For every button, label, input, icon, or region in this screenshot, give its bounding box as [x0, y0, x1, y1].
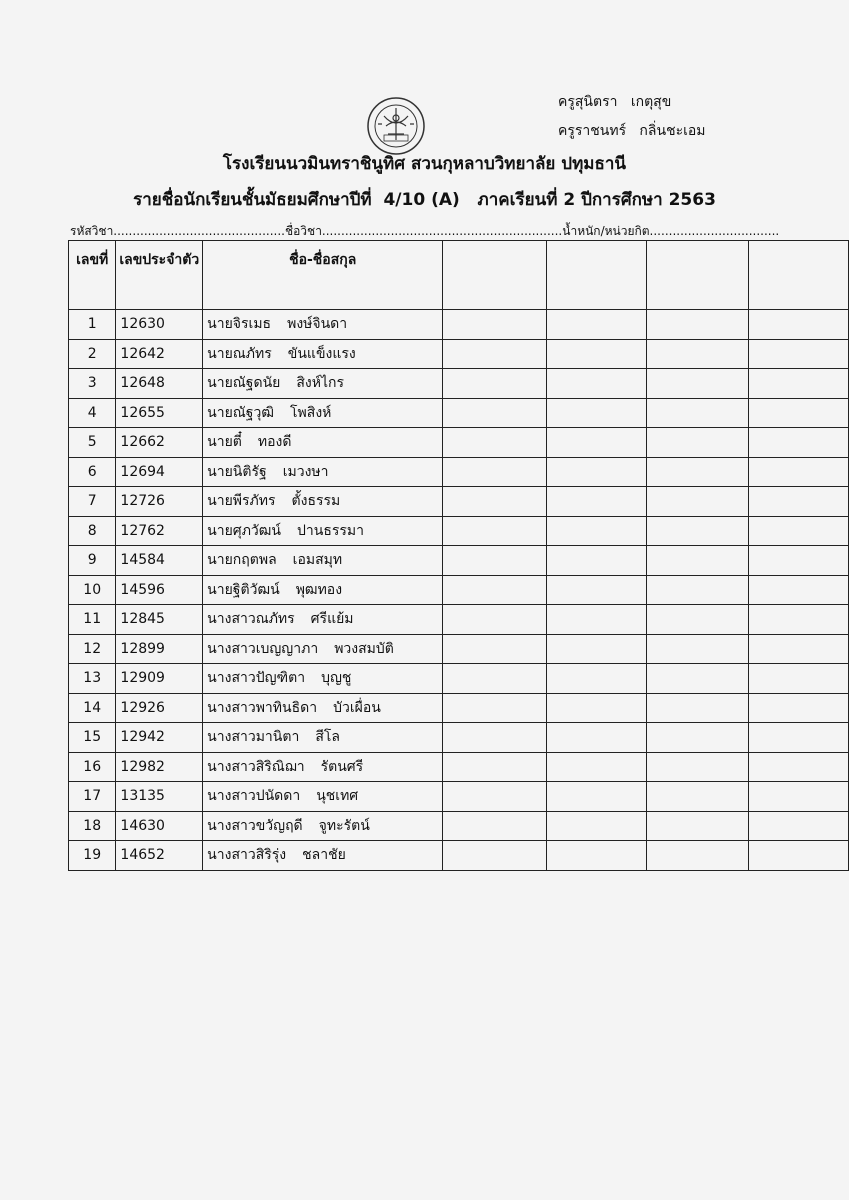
student-id: 12655 — [116, 398, 203, 428]
student-last-name: บัวเผื่อน — [333, 699, 381, 716]
table-row — [69, 369, 849, 399]
student-first-name: นางสาวณภัทร — [207, 611, 295, 628]
student-id: 12662 — [116, 428, 203, 458]
student-last-name: เอมสมุท — [292, 552, 343, 569]
row-number: 3 — [69, 369, 116, 399]
blank-score-cell — [748, 457, 848, 487]
row-number: 11 — [69, 605, 116, 635]
row-number: 6 — [69, 457, 116, 487]
student-last-name: พุฒทอง — [295, 581, 343, 598]
student-name — [203, 398, 443, 428]
subject-code-field: รหัสวิชา............................................. — [70, 224, 285, 238]
student-first-name: นายฐิติวัฒน์ — [207, 581, 280, 598]
table-row — [69, 546, 849, 576]
blank-score-cell — [647, 811, 749, 841]
blank-score-cell — [647, 487, 749, 517]
student-first-name: นายณัฐดนัย — [207, 375, 281, 392]
student-first-name: นายณภัทร — [207, 345, 272, 362]
blank-score-cell — [547, 428, 647, 458]
header-blank — [443, 241, 547, 310]
student-id: 14630 — [116, 811, 203, 841]
row-number: 17 — [69, 782, 116, 812]
student-id: 12845 — [116, 605, 203, 635]
blank-score-cell — [443, 339, 547, 369]
student-first-name: นางสาวสิริรุ่ง — [207, 847, 287, 864]
blank-score-cell — [647, 310, 749, 340]
subject-name-field: ชื่อวิชา............................................................... — [284, 224, 563, 238]
table-row — [69, 398, 849, 428]
header-blank — [748, 241, 848, 310]
blank-score-cell — [443, 457, 547, 487]
blank-score-cell — [547, 723, 647, 753]
student-first-name: นายพีรภัทร — [207, 493, 276, 510]
table-row — [69, 428, 849, 458]
student-id: 14652 — [116, 841, 203, 871]
student-first-name: นางสาวพาทินธิดา — [207, 699, 318, 716]
list-title: รายชื่อนักเรียนชั้นมัธยมศึกษาปีที่ 4/10 (A) ภาคเรียนที่ 2 ปีการศึกษา 2563 — [133, 190, 716, 210]
table-row — [69, 811, 849, 841]
blank-score-cell — [547, 752, 647, 782]
blank-score-cell — [443, 546, 547, 576]
student-id: 12762 — [116, 516, 203, 546]
row-number: 14 — [69, 693, 116, 723]
blank-score-cell — [647, 841, 749, 871]
student-last-name: ขันแข็งแรง — [287, 345, 356, 362]
student-id: 14596 — [116, 575, 203, 605]
row-number: 7 — [69, 487, 116, 517]
row-number: 8 — [69, 516, 116, 546]
student-name — [203, 841, 443, 871]
student-first-name: นางสาวเบญญาภา — [207, 640, 319, 657]
blank-score-cell — [748, 339, 848, 369]
student-roster-table — [68, 240, 849, 871]
table-row — [69, 516, 849, 546]
blank-score-cell — [748, 487, 848, 517]
blank-score-cell — [748, 398, 848, 428]
student-last-name: นุชเทศ — [316, 788, 359, 805]
student-last-name: พวงสมบัติ — [334, 640, 394, 657]
student-name — [203, 811, 443, 841]
blank-score-cell — [647, 782, 749, 812]
blank-score-cell — [443, 782, 547, 812]
student-name — [203, 339, 443, 369]
student-name — [203, 575, 443, 605]
blank-score-cell — [647, 516, 749, 546]
blank-score-cell — [748, 752, 848, 782]
blank-score-cell — [443, 575, 547, 605]
student-id: 12926 — [116, 693, 203, 723]
header-blank — [647, 241, 749, 310]
student-id: 12899 — [116, 634, 203, 664]
blank-score-cell — [547, 664, 647, 694]
blank-score-cell — [443, 811, 547, 841]
credit-field: น้ำหนัก/หน่วยกิต.................................. — [562, 224, 780, 238]
blank-score-cell — [443, 634, 547, 664]
header-blank — [547, 241, 647, 310]
blank-score-cell — [647, 398, 749, 428]
subject-fields — [70, 222, 780, 241]
row-number: 4 — [69, 398, 116, 428]
blank-score-cell — [547, 546, 647, 576]
blank-score-cell — [443, 752, 547, 782]
blank-score-cell — [547, 841, 647, 871]
teacher-names — [558, 88, 706, 146]
table-row — [69, 634, 849, 664]
blank-score-cell — [547, 369, 647, 399]
student-name — [203, 693, 443, 723]
student-id: 12642 — [116, 339, 203, 369]
blank-score-cell — [547, 398, 647, 428]
blank-score-cell — [748, 782, 848, 812]
blank-score-cell — [647, 546, 749, 576]
blank-score-cell — [547, 457, 647, 487]
blank-score-cell — [547, 811, 647, 841]
blank-score-cell — [647, 575, 749, 605]
student-name — [203, 634, 443, 664]
row-number: 5 — [69, 428, 116, 458]
table-row — [69, 605, 849, 635]
student-id: 14584 — [116, 546, 203, 576]
row-number: 2 — [69, 339, 116, 369]
blank-score-cell — [647, 693, 749, 723]
blank-score-cell — [748, 693, 848, 723]
blank-score-cell — [547, 339, 647, 369]
roster-body — [69, 310, 849, 871]
blank-score-cell — [547, 782, 647, 812]
row-number: 19 — [69, 841, 116, 871]
blank-score-cell — [547, 575, 647, 605]
school-seal-icon — [366, 96, 426, 156]
table-row — [69, 339, 849, 369]
blank-score-cell — [647, 369, 749, 399]
student-id: 12909 — [116, 664, 203, 694]
row-number: 12 — [69, 634, 116, 664]
student-name — [203, 752, 443, 782]
student-first-name: นายนิติรัฐ — [207, 463, 267, 480]
blank-score-cell — [647, 457, 749, 487]
student-name — [203, 457, 443, 487]
blank-score-cell — [748, 605, 848, 635]
blank-score-cell — [443, 605, 547, 635]
blank-score-cell — [547, 634, 647, 664]
blank-score-cell — [748, 723, 848, 753]
student-id: 12694 — [116, 457, 203, 487]
student-last-name: ศรีแย้ม — [310, 611, 354, 628]
student-last-name: โพสิงห์ — [290, 404, 332, 421]
blank-score-cell — [443, 664, 547, 694]
table-row — [69, 664, 849, 694]
student-last-name: พงษ์จินดา — [287, 316, 348, 333]
row-number: 1 — [69, 310, 116, 340]
blank-score-cell — [443, 369, 547, 399]
school-title: โรงเรียนนวมินทราชินูทิศ สวนกุหลาบวิทยาลัย ปทุมธานี — [222, 154, 627, 174]
student-first-name: นางสาวปนัดดา — [207, 788, 301, 805]
blank-score-cell — [443, 693, 547, 723]
header-student-id: เลขประจำตัว — [116, 241, 203, 310]
blank-score-cell — [443, 310, 547, 340]
table-header-row — [69, 241, 849, 310]
student-name — [203, 782, 443, 812]
student-id: 13135 — [116, 782, 203, 812]
blank-score-cell — [748, 516, 848, 546]
table-row — [69, 723, 849, 753]
blank-score-cell — [647, 634, 749, 664]
student-first-name: นายจิรเมธ — [207, 316, 272, 333]
student-last-name: จูทะรัตน์ — [318, 817, 370, 834]
table-row — [69, 457, 849, 487]
blank-score-cell — [748, 369, 848, 399]
student-name — [203, 605, 443, 635]
blank-score-cell — [647, 664, 749, 694]
student-name — [203, 428, 443, 458]
blank-score-cell — [748, 575, 848, 605]
blank-score-cell — [647, 339, 749, 369]
blank-score-cell — [547, 487, 647, 517]
student-first-name: นายกฤตพล — [207, 552, 277, 569]
row-number: 18 — [69, 811, 116, 841]
student-first-name: นายณัฐวุฒิ — [207, 404, 275, 421]
student-id: 12630 — [116, 310, 203, 340]
student-last-name: ปานธรรมา — [297, 522, 364, 539]
header-number: เลขที่ — [69, 241, 116, 310]
student-first-name: นายตี๋ — [207, 434, 242, 451]
student-name — [203, 723, 443, 753]
blank-score-cell — [443, 428, 547, 458]
student-last-name: ชลาชัย — [302, 847, 346, 864]
student-name — [203, 516, 443, 546]
table-row — [69, 487, 849, 517]
student-last-name: ตั้งธรรม — [291, 493, 341, 510]
blank-score-cell — [647, 605, 749, 635]
blank-score-cell — [547, 605, 647, 635]
blank-score-cell — [748, 634, 848, 664]
student-name — [203, 546, 443, 576]
student-name — [203, 664, 443, 694]
blank-score-cell — [443, 398, 547, 428]
student-id: 12942 — [116, 723, 203, 753]
blank-score-cell — [748, 841, 848, 871]
table-row — [69, 575, 849, 605]
blank-score-cell — [647, 723, 749, 753]
blank-score-cell — [547, 693, 647, 723]
student-name — [203, 369, 443, 399]
blank-score-cell — [547, 310, 647, 340]
blank-score-cell — [647, 752, 749, 782]
row-number: 9 — [69, 546, 116, 576]
table-row — [69, 693, 849, 723]
table-row — [69, 841, 849, 871]
student-last-name: สิงห์ไกร — [296, 375, 345, 392]
row-number: 13 — [69, 664, 116, 694]
student-name — [203, 310, 443, 340]
blank-score-cell — [647, 428, 749, 458]
blank-score-cell — [443, 487, 547, 517]
teacher-name: ครูราชนทร์ กลิ่นชะเอม — [558, 123, 706, 139]
header-full-name: ชื่อ-ชื่อสกุล — [203, 241, 443, 310]
blank-score-cell — [748, 310, 848, 340]
student-name — [203, 487, 443, 517]
student-last-name: เมวงษา — [282, 463, 329, 480]
teacher-name: ครูสุนิตรา เกตุสุข — [558, 94, 672, 110]
student-id: 12726 — [116, 487, 203, 517]
student-last-name: รัตนศรี — [320, 758, 364, 775]
row-number: 16 — [69, 752, 116, 782]
table-row — [69, 310, 849, 340]
student-first-name: นางสาวมานิตา — [207, 729, 300, 746]
student-first-name: นายศุภวัฒน์ — [207, 522, 281, 539]
row-number: 10 — [69, 575, 116, 605]
blank-score-cell — [547, 516, 647, 546]
blank-score-cell — [748, 428, 848, 458]
student-first-name: นางสาวขวัญฤดี — [207, 817, 303, 834]
row-number: 15 — [69, 723, 116, 753]
blank-score-cell — [748, 811, 848, 841]
student-last-name: บุญชู — [321, 670, 352, 687]
blank-score-cell — [748, 546, 848, 576]
blank-score-cell — [443, 723, 547, 753]
student-first-name: นางสาวปัญฑิตา — [207, 670, 306, 687]
table-row — [69, 782, 849, 812]
blank-score-cell — [443, 516, 547, 546]
student-first-name: นางสาวสิริณิฌา — [207, 758, 305, 775]
student-id: 12982 — [116, 752, 203, 782]
table-row — [69, 752, 849, 782]
blank-score-cell — [748, 664, 848, 694]
blank-score-cell — [443, 841, 547, 871]
student-last-name: ทองดี — [257, 434, 292, 451]
student-last-name: สีโล — [315, 729, 340, 746]
student-id: 12648 — [116, 369, 203, 399]
